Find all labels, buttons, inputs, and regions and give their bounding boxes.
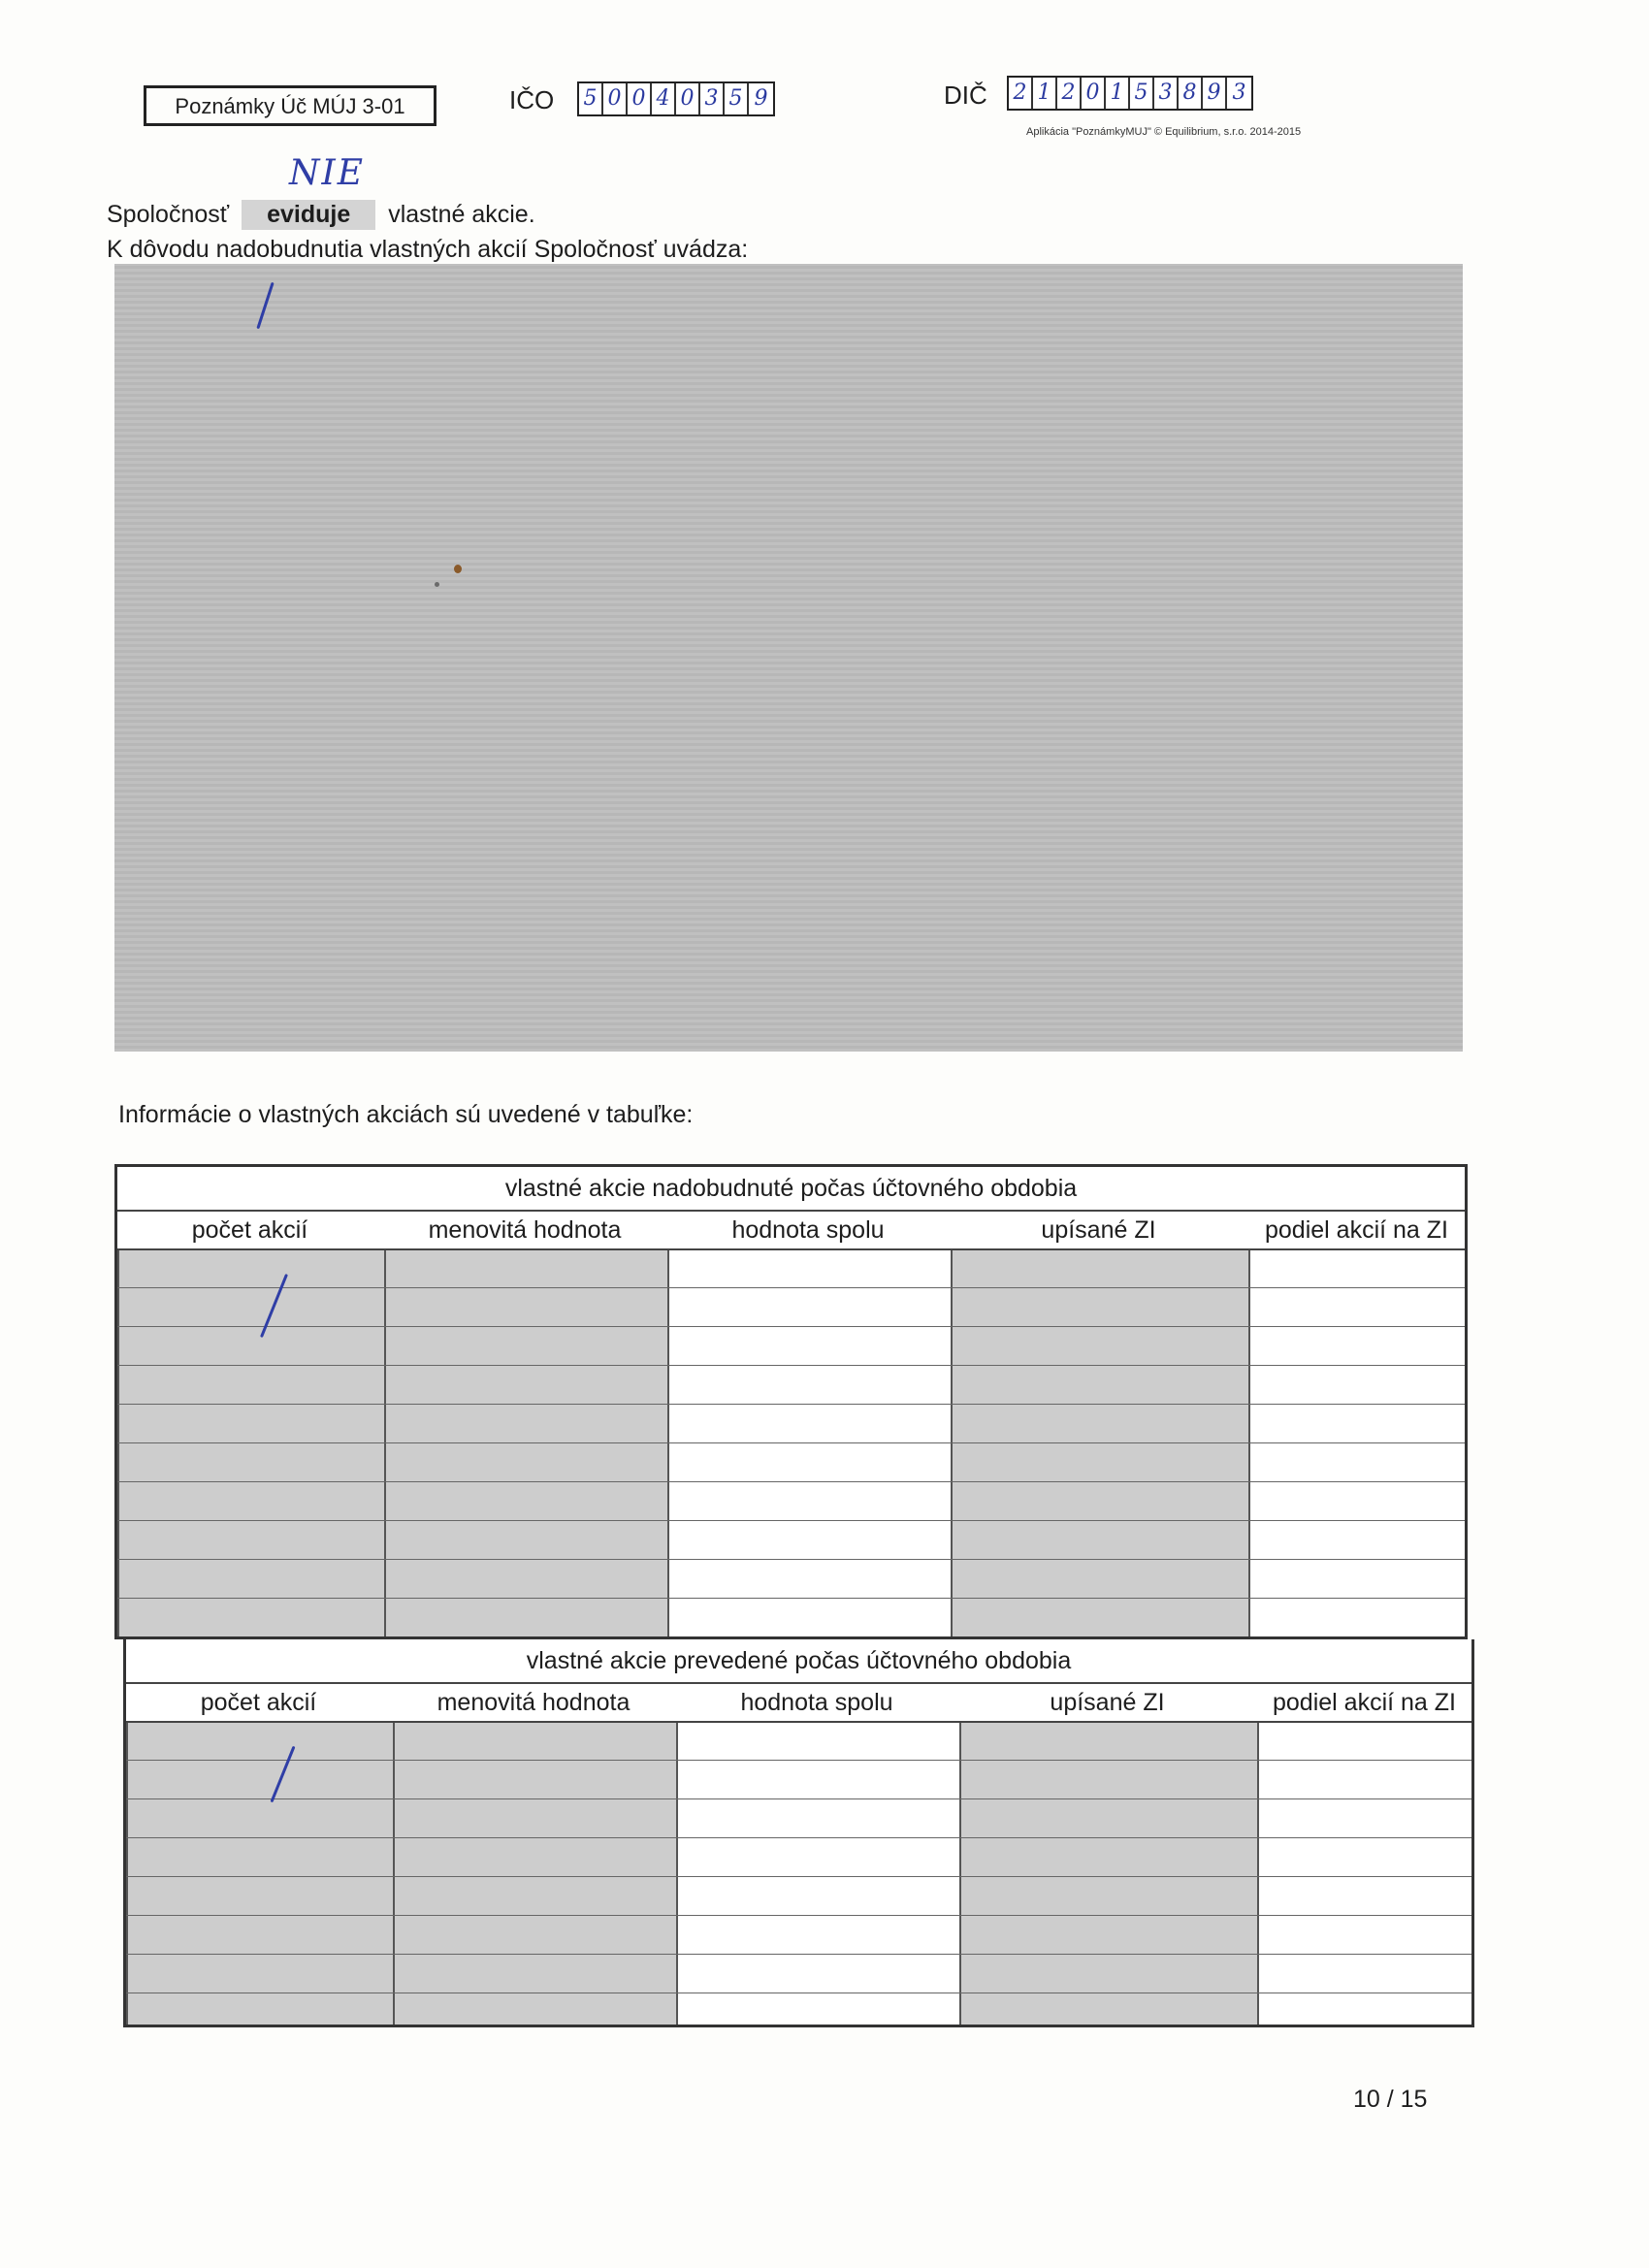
row-divider bbox=[126, 1798, 1471, 1799]
dic-digit: 9 bbox=[1203, 78, 1227, 109]
column-header: hodnota spolu bbox=[731, 1216, 885, 1244]
dic-digit: 2 bbox=[1009, 78, 1033, 109]
column-header: počet akcií bbox=[200, 1689, 317, 1716]
table-intro-label: Informácie o vlastných akciách sú uvedené v tabuľke: bbox=[118, 1101, 694, 1128]
shares-statement bbox=[107, 200, 535, 230]
dic-digit: 1 bbox=[1033, 78, 1057, 109]
app-credit-note: Aplikácia "PoznámkyMUJ" © Equilibrium, s.r.o. 2014-2015 bbox=[1026, 126, 1302, 138]
table-column bbox=[126, 1721, 393, 2025]
row-divider bbox=[126, 1837, 1471, 1838]
ico-digit: 0 bbox=[603, 83, 628, 114]
ico-digit: 5 bbox=[579, 83, 603, 114]
transferred-shares-table bbox=[123, 1639, 1474, 2027]
ico-digit-boxes bbox=[577, 81, 775, 116]
column-header: počet akcií bbox=[191, 1216, 308, 1244]
acquired-shares-table bbox=[114, 1164, 1468, 1639]
dic-digit: 5 bbox=[1130, 78, 1154, 109]
ico-digit: 0 bbox=[628, 83, 652, 114]
column-header: hodnota spolu bbox=[740, 1689, 893, 1716]
row-divider bbox=[117, 1442, 1465, 1443]
ico-digit: 3 bbox=[700, 83, 725, 114]
handwritten-nie: NIE bbox=[289, 153, 365, 193]
table-column bbox=[1257, 1721, 1471, 2025]
row-divider bbox=[117, 1559, 1465, 1560]
row-divider bbox=[126, 1876, 1471, 1877]
row-divider bbox=[117, 1520, 1465, 1521]
ico-digit: 0 bbox=[676, 83, 700, 114]
column-header: upísané ZI bbox=[1050, 1689, 1165, 1716]
status-value-field: eviduje bbox=[242, 200, 375, 230]
page-number: 10 / 15 bbox=[1353, 2086, 1428, 2113]
dic-digit: 2 bbox=[1057, 78, 1082, 109]
dic-digit: 8 bbox=[1179, 78, 1203, 109]
acquired-table-title: vlastné akcie nadobudnuté počas účtovného obdobia bbox=[117, 1167, 1465, 1212]
dic-label: DIČ bbox=[944, 81, 987, 110]
statement-prefix: Spoločnosť bbox=[107, 201, 230, 228]
ico-digit: 9 bbox=[754, 86, 768, 111]
column-header: upísané ZI bbox=[1041, 1216, 1156, 1244]
row-divider bbox=[117, 1598, 1465, 1599]
dic-digit: 3 bbox=[1154, 78, 1179, 109]
table-column bbox=[959, 1721, 1257, 2025]
row-divider bbox=[126, 1915, 1471, 1916]
ico-label: IČO bbox=[509, 85, 555, 114]
dic-digit: 3 bbox=[1232, 81, 1246, 105]
dic-digit: 0 bbox=[1082, 78, 1106, 109]
ink-spot bbox=[454, 565, 462, 573]
row-divider bbox=[117, 1365, 1465, 1366]
statement-suffix: vlastné akcie. bbox=[388, 201, 535, 228]
column-header: menovitá hodnota bbox=[428, 1216, 622, 1244]
row-divider bbox=[117, 1287, 1465, 1288]
table-column bbox=[676, 1721, 959, 2025]
row-divider bbox=[117, 1404, 1465, 1405]
row-divider bbox=[126, 1954, 1471, 1955]
column-header: menovitá hodnota bbox=[436, 1689, 630, 1716]
dic-digit-boxes bbox=[1007, 76, 1253, 111]
row-divider bbox=[117, 1481, 1465, 1482]
column-header: podiel akcií na ZI bbox=[1273, 1689, 1456, 1716]
transferred-table-title: vlastné akcie prevedené počas účtovného obdobia bbox=[126, 1639, 1471, 1684]
form-code-box: Poznámky Úč MÚJ 3-01 bbox=[144, 85, 436, 126]
ico-digit: 5 bbox=[725, 83, 749, 114]
ink-spot bbox=[435, 582, 439, 587]
reason-label: K dôvodu nadobudnutia vlastných akcií Spoločnosť uvádza: bbox=[107, 236, 749, 263]
row-divider bbox=[117, 1248, 1465, 1250]
table-column bbox=[393, 1721, 676, 2025]
row-divider bbox=[126, 1721, 1471, 1723]
ico-digit: 4 bbox=[652, 83, 676, 114]
dic-digit: 1 bbox=[1106, 78, 1130, 109]
reason-text-area bbox=[114, 264, 1463, 1052]
row-divider bbox=[126, 1760, 1471, 1761]
column-header: podiel akcií na ZI bbox=[1265, 1216, 1448, 1244]
row-divider bbox=[117, 1326, 1465, 1327]
